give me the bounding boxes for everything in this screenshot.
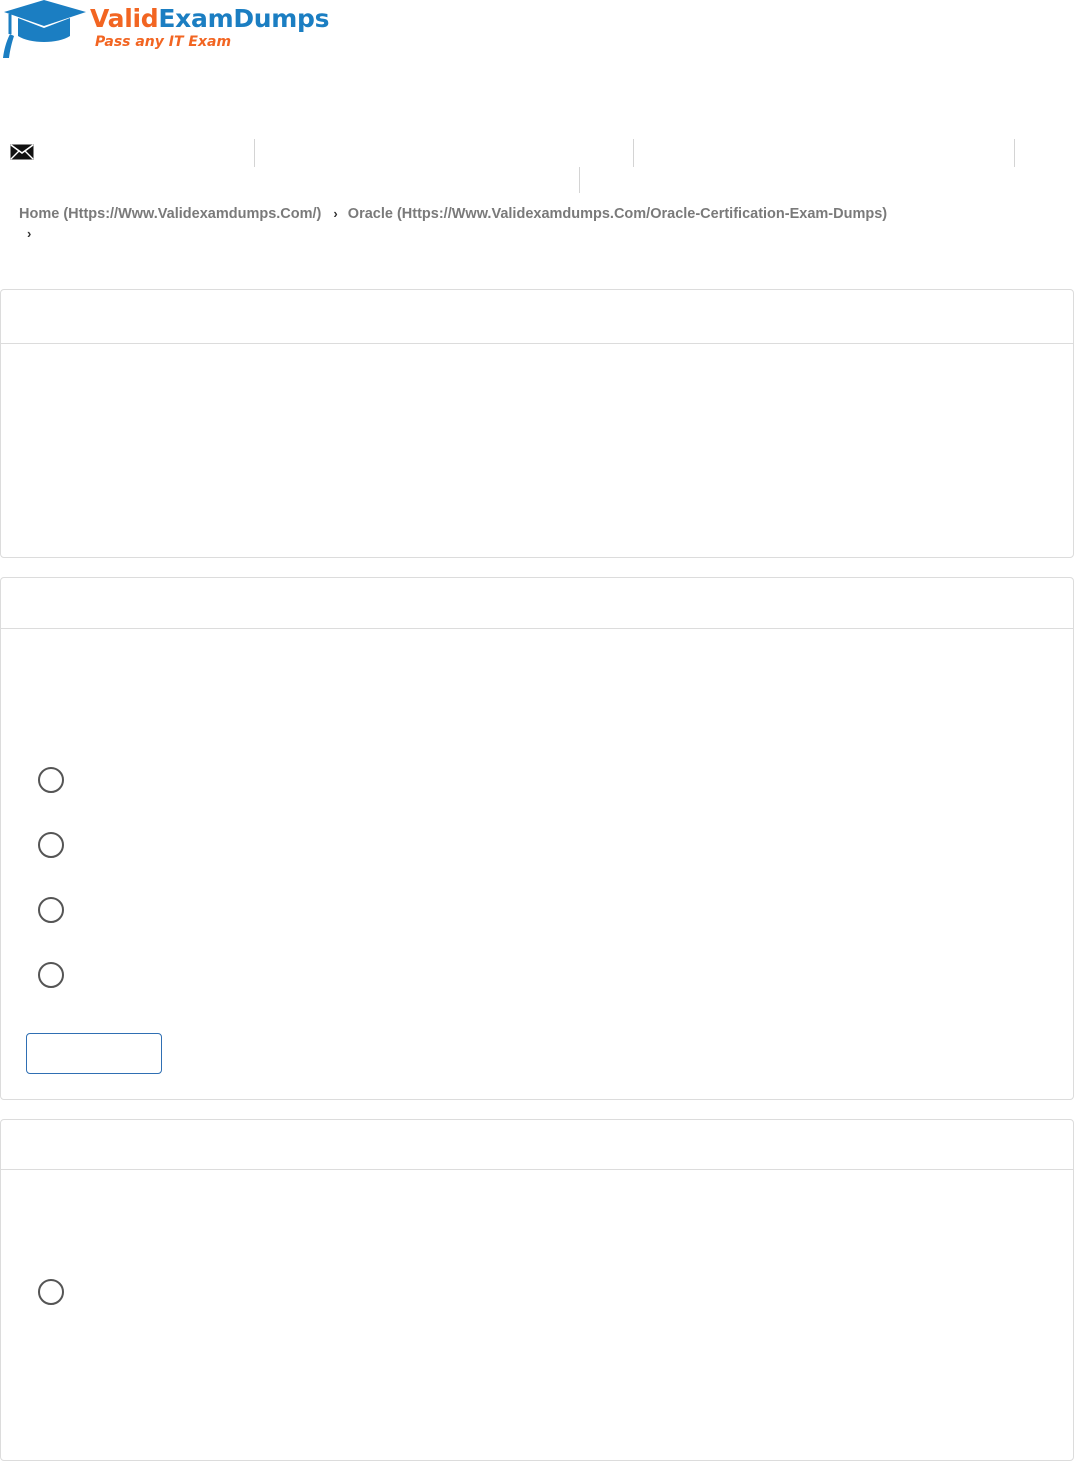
breadcrumb-home-link[interactable]: Home (Https://Www.Validexamdumps.Com/) <box>19 206 322 222</box>
question-panel <box>0 577 1074 1100</box>
chevron-right-icon: › <box>333 206 338 221</box>
breadcrumb-vendor-link[interactable]: Oracle (Https://Www.Validexamdumps.Com/Oracle-Certification-Exam-Dumps) <box>347 206 888 222</box>
chevron-right-icon: › <box>27 226 32 241</box>
show-answer-button[interactable] <box>26 1033 162 1074</box>
panel-header <box>1 578 1073 629</box>
logo-title: ValidExamDumps <box>90 4 330 33</box>
option-radio-c[interactable] <box>38 897 64 923</box>
question-panel <box>0 1119 1074 1461</box>
panel-header <box>1 290 1073 344</box>
site-logo[interactable] <box>0 0 330 62</box>
option-radio-b[interactable] <box>38 832 64 858</box>
option-radio-a[interactable] <box>38 1279 64 1305</box>
graduation-cap-icon <box>0 0 88 62</box>
panel-header <box>1 1120 1073 1170</box>
option-radio-a[interactable] <box>38 767 64 793</box>
exam-info-panel <box>0 289 1074 558</box>
breadcrumb <box>19 204 1059 224</box>
envelope-icon[interactable] <box>10 144 34 160</box>
topbar-divider <box>254 139 255 167</box>
topbar-divider <box>633 139 634 167</box>
topbar-divider <box>1014 139 1015 167</box>
topbar-divider <box>579 167 580 193</box>
logo-tagline: Pass any IT Exam <box>95 34 232 50</box>
option-radio-d[interactable] <box>38 962 64 988</box>
